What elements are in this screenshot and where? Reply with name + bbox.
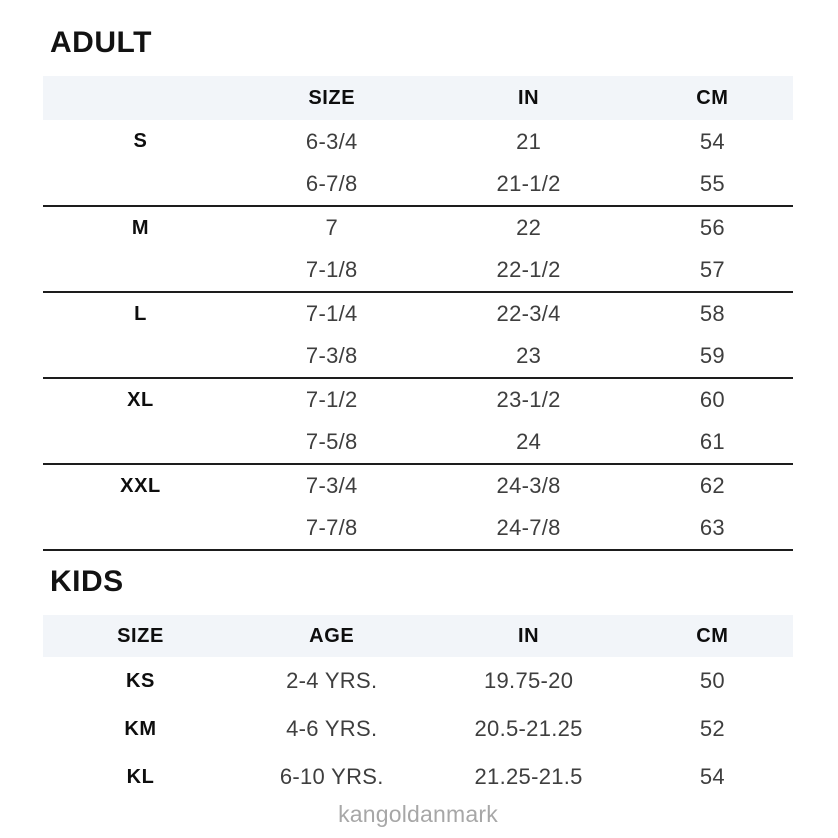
in-cell: 21.25-21.5 <box>474 764 583 789</box>
size-label-empty <box>43 507 238 550</box>
size-cell: 7 <box>325 215 339 240</box>
cm-cell: 61 <box>699 429 725 454</box>
size-label: L <box>134 302 147 325</box>
size-label: S <box>133 130 148 152</box>
size-label-empty <box>43 335 238 378</box>
kids-table-header <box>43 615 793 657</box>
size-label: KL <box>126 765 155 788</box>
in-cell: 24 <box>516 429 542 454</box>
size-cell: 7-1/8 <box>305 257 358 282</box>
adult-group-m <box>43 206 793 292</box>
in-cell: 23 <box>516 343 542 368</box>
watermark: kangoldanmark <box>338 801 498 827</box>
size-cell: 7-3/8 <box>305 343 358 368</box>
adult-section-title: ADULT <box>50 26 152 59</box>
size-cell: 6-3/4 <box>305 128 358 154</box>
adult-col-in: IN <box>518 86 540 109</box>
kids-size-table <box>43 615 793 801</box>
cm-cell: 63 <box>699 515 725 540</box>
kids-col-in: IN <box>518 624 540 647</box>
adult-col-blank <box>43 76 238 120</box>
table-row <box>43 335 793 378</box>
age-cell: 2-4 YRS. <box>286 668 378 693</box>
adult-group-xxl <box>43 464 793 550</box>
cm-cell: 59 <box>699 343 725 368</box>
table-row <box>43 292 793 335</box>
cm-cell: 60 <box>699 387 725 412</box>
in-cell: 22 <box>516 215 542 240</box>
size-cell: 7-5/8 <box>305 429 358 454</box>
table-row <box>43 249 793 292</box>
in-cell: 24-7/8 <box>496 515 561 540</box>
adult-group-l <box>43 292 793 378</box>
cm-cell: 54 <box>699 764 725 789</box>
adult-group-s <box>43 120 793 206</box>
cm-cell: 56 <box>699 215 725 240</box>
cm-cell: 57 <box>699 257 725 282</box>
size-label: KM <box>124 717 157 740</box>
size-label: XL <box>127 388 154 411</box>
table-row <box>43 421 793 464</box>
size-label: KS <box>126 669 155 692</box>
cm-cell: 55 <box>699 171 725 196</box>
kids-section-title: KIDS <box>50 565 124 598</box>
table-row <box>43 753 793 801</box>
kids-col-size: SIZE <box>117 624 164 647</box>
size-label: M <box>131 216 150 239</box>
table-row <box>43 507 793 550</box>
in-cell: 21-1/2 <box>496 171 561 196</box>
size-cell: 7-7/8 <box>305 515 358 540</box>
table-row <box>43 163 793 206</box>
adult-section <box>43 28 793 551</box>
in-cell: 20.5-21.25 <box>474 716 583 741</box>
size-label-empty <box>43 163 238 206</box>
cm-cell: 54 <box>699 128 725 154</box>
kids-section <box>43 567 793 801</box>
cm-cell: 52 <box>699 716 725 741</box>
table-row <box>43 120 793 163</box>
size-cell: 7-1/2 <box>305 387 358 412</box>
table-row <box>43 206 793 249</box>
adult-table-header <box>43 76 793 120</box>
kids-table-body <box>43 657 793 801</box>
adult-group-xl <box>43 378 793 464</box>
adult-col-cm: CM <box>696 86 729 109</box>
size-cell: 6-7/8 <box>305 171 358 196</box>
age-cell: 4-6 YRS. <box>286 716 378 741</box>
in-cell: 22-1/2 <box>496 257 561 282</box>
table-row <box>43 657 793 705</box>
adult-size-table <box>43 76 793 551</box>
table-row <box>43 705 793 753</box>
in-cell: 19.75-20 <box>483 668 574 693</box>
in-cell: 22-3/4 <box>496 301 561 326</box>
in-cell: 24-3/8 <box>496 473 561 498</box>
size-cell: 7-1/4 <box>305 301 358 326</box>
in-cell: 21 <box>516 128 542 154</box>
kids-col-cm: CM <box>696 624 729 647</box>
cm-cell: 58 <box>699 301 725 326</box>
table-row <box>43 464 793 507</box>
size-label-empty <box>43 249 238 292</box>
size-label: XXL <box>120 474 161 497</box>
adult-col-size: SIZE <box>308 86 356 109</box>
in-cell: 23-1/2 <box>496 387 561 412</box>
table-row <box>43 378 793 421</box>
kids-col-age: AGE <box>309 624 355 647</box>
cm-cell: 62 <box>699 473 725 498</box>
size-label-empty <box>43 421 238 464</box>
cm-cell: 50 <box>699 668 725 693</box>
adult-header-row <box>43 76 793 120</box>
age-cell: 6-10 YRS. <box>279 764 384 789</box>
size-cell: 7-3/4 <box>305 473 358 498</box>
kids-header-row <box>43 615 793 657</box>
